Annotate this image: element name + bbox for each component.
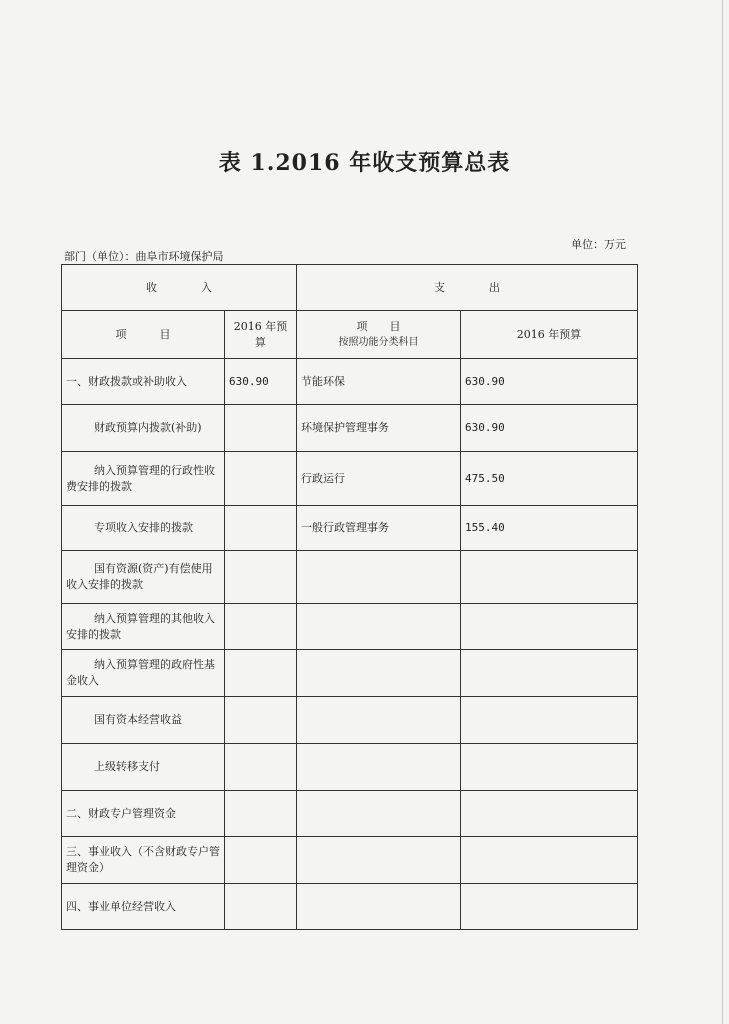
expense-value	[461, 697, 638, 744]
income-value	[225, 791, 297, 837]
unit-label: 单位：万元	[571, 238, 626, 251]
income-item: 国有资源(资产)有偿使用收入安排的拨款	[62, 551, 225, 604]
table-row	[62, 452, 638, 506]
income-header: 收 入	[62, 265, 297, 311]
expense-value	[461, 604, 638, 650]
expense-item	[297, 884, 461, 930]
expense-value: 630.90	[461, 405, 638, 452]
income-item: 上级转移支付	[62, 744, 225, 791]
table-row	[62, 744, 638, 791]
table-row	[62, 506, 638, 551]
expense-item	[297, 837, 461, 884]
income-value: 630.90	[225, 359, 297, 405]
expense-value: 155.40	[461, 506, 638, 551]
table-row	[62, 884, 638, 930]
expense-value	[461, 744, 638, 791]
page-title: 表 1.2016 年收支预算总表	[218, 150, 511, 176]
expense-item-header	[297, 311, 461, 359]
table-subheader-row	[62, 311, 638, 359]
income-budget-header: 2016 年预算	[225, 311, 297, 359]
expense-item: 环境保护管理事务	[297, 405, 461, 452]
expense-item	[297, 650, 461, 697]
expense-item: 节能环保	[297, 359, 461, 405]
expense-item-header-main: 项 目	[356, 319, 401, 333]
income-value	[225, 650, 297, 697]
expense-item: 一般行政管理事务	[297, 506, 461, 551]
income-item: 一、财政拨款或补助收入	[62, 359, 225, 405]
income-item: 纳入预算管理的政府性基金收入	[62, 650, 225, 697]
expense-item: 行政运行	[297, 452, 461, 506]
income-value	[225, 506, 297, 551]
expense-item	[297, 551, 461, 604]
income-item: 二、财政专户管理资金	[62, 791, 225, 837]
expense-value: 630.90	[461, 359, 638, 405]
table-row	[62, 551, 638, 604]
income-item: 纳入预算管理的行政性收费安排的拨款	[62, 452, 225, 506]
expense-value	[461, 551, 638, 604]
income-value	[225, 697, 297, 744]
income-value	[225, 405, 297, 452]
income-item: 四、事业单位经营收入	[62, 884, 225, 930]
expense-budget-header: 2016 年预算	[461, 311, 638, 359]
expense-header: 支 出	[297, 265, 638, 311]
income-value	[225, 837, 297, 884]
table-row	[62, 604, 638, 650]
table-row	[62, 405, 638, 452]
income-item-header: 项 目	[62, 311, 225, 359]
table-row	[62, 697, 638, 744]
expense-item	[297, 744, 461, 791]
income-item: 三、事业收入（不含财政专户管理资金）	[62, 837, 225, 884]
expense-value	[461, 884, 638, 930]
expense-item	[297, 604, 461, 650]
department-label: 部门（单位）：曲阜市环境保护局	[64, 250, 224, 263]
table-row	[62, 837, 638, 884]
table-row	[62, 359, 638, 405]
income-value	[225, 551, 297, 604]
expense-value: 475.50	[461, 452, 638, 506]
income-value	[225, 452, 297, 506]
budget-table	[61, 264, 638, 930]
table-row	[62, 650, 638, 697]
expense-item	[297, 791, 461, 837]
table-header-row	[62, 265, 638, 311]
income-item: 财政预算内拨款(补助)	[62, 405, 225, 452]
expense-value	[461, 837, 638, 884]
income-item: 纳入预算管理的其他收入安排的拨款	[62, 604, 225, 650]
table-row	[62, 791, 638, 837]
income-item: 国有资本经营收益	[62, 697, 225, 744]
expense-value	[461, 791, 638, 837]
expense-item	[297, 697, 461, 744]
expense-item-header-note: 按照功能分类科目	[338, 336, 419, 348]
income-value	[225, 604, 297, 650]
income-value	[225, 884, 297, 930]
expense-value	[461, 650, 638, 697]
income-value	[225, 744, 297, 791]
income-item: 专项收入安排的拨款	[62, 506, 225, 551]
